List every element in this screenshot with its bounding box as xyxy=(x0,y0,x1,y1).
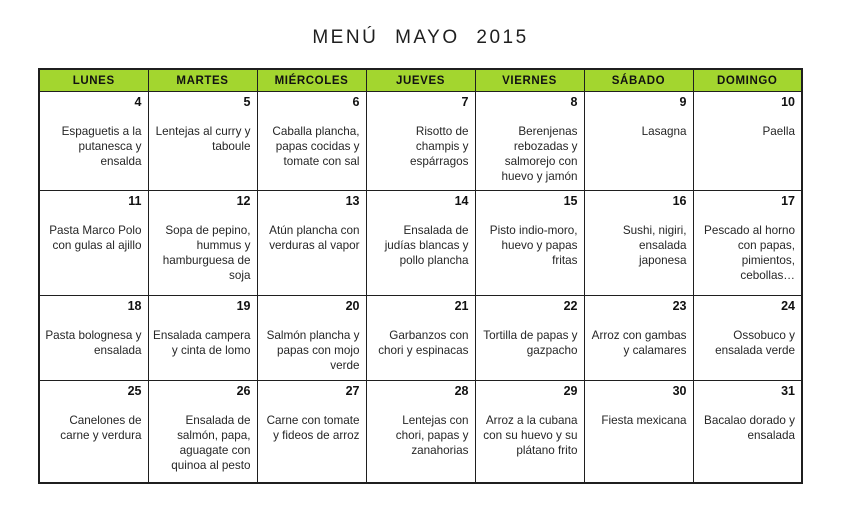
calendar-week-row xyxy=(39,296,802,381)
meal-text: Ensalada campera y cinta de lomo xyxy=(153,329,251,357)
calendar-cell-day7 xyxy=(366,92,475,191)
date-number: 22 xyxy=(563,299,578,313)
date-number: 24 xyxy=(781,299,795,313)
calendar-cell-day11 xyxy=(39,191,148,296)
calendar-cell-day9 xyxy=(584,92,693,191)
day-header-sabado: SÁBADO xyxy=(584,69,693,92)
date-number: 28 xyxy=(454,384,469,398)
meal-text: Garbanzos con chori y espinacas xyxy=(378,329,469,357)
meal-text: Lentejas con chori, papas y zanahorias xyxy=(395,414,469,457)
calendar-week-row xyxy=(39,92,802,191)
meal-text: Ensalada de judías blancas y pollo plancha xyxy=(384,224,469,267)
date-number: 29 xyxy=(563,384,578,398)
calendar-cell-day15 xyxy=(475,191,584,296)
menu-calendar-table xyxy=(38,68,803,484)
calendar-cell-day25 xyxy=(39,381,148,483)
calendar-cell-day8 xyxy=(475,92,584,191)
meal-text: Bacalao dorado y ensalada xyxy=(704,414,795,442)
date-number: 10 xyxy=(781,95,795,109)
meal-text: Pescado al horno con papas, pimientos, cebollas… xyxy=(704,224,795,282)
date-number: 11 xyxy=(128,194,142,208)
meal-text: Tortilla de papas y gazpacho xyxy=(483,329,578,357)
date-number: 31 xyxy=(781,384,795,398)
date-number: 16 xyxy=(672,194,687,208)
calendar-week-row xyxy=(39,191,802,296)
date-number: 17 xyxy=(781,194,795,208)
date-number: 20 xyxy=(345,299,360,313)
calendar-cell-day29 xyxy=(475,381,584,483)
date-number: 30 xyxy=(672,384,687,398)
date-number: 25 xyxy=(127,384,142,398)
date-number: 8 xyxy=(570,95,578,109)
meal-text: Pasta bolognesa y ensalada xyxy=(45,329,142,357)
calendar-cell-day23 xyxy=(584,296,693,381)
day-header-viernes: VIERNES xyxy=(475,69,584,92)
calendar-cell-day21 xyxy=(366,296,475,381)
day-header-martes: MARTES xyxy=(148,69,257,92)
calendar-cell-day14 xyxy=(366,191,475,296)
meal-text: Salmón plancha y papas con mojo verde xyxy=(266,329,360,372)
date-number: 13 xyxy=(345,194,360,208)
meal-text: Ensalada de salmón, papa, aguagate con quinoa al pesto xyxy=(171,414,251,472)
calendar-cell-day5 xyxy=(148,92,257,191)
meal-text: Paella xyxy=(762,125,795,138)
calendar-cell-day4 xyxy=(39,92,148,191)
date-number: 9 xyxy=(679,95,687,109)
date-number: 18 xyxy=(127,299,142,313)
calendar-cell-day26 xyxy=(148,381,257,483)
calendar-cell-day30 xyxy=(584,381,693,483)
meal-text: Ossobuco y ensalada verde xyxy=(715,329,795,357)
meal-text: Carne con tomate y fideos de arroz xyxy=(266,414,360,442)
calendar-cell-day10 xyxy=(693,92,802,191)
day-header-miercoles: MIÉRCOLES xyxy=(257,69,366,92)
day-header-lunes: LUNES xyxy=(39,69,148,92)
meal-text: Atún plancha con verduras al vapor xyxy=(269,224,360,252)
page-title: MENÚ MAYO 2015 xyxy=(312,27,529,48)
meal-text: Lentejas al curry y taboule xyxy=(155,125,251,153)
day-header-jueves: JUEVES xyxy=(366,69,475,92)
date-number: 23 xyxy=(672,299,687,313)
date-number: 27 xyxy=(345,384,360,398)
calendar-cell-day13 xyxy=(257,191,366,296)
calendar-cell-day6 xyxy=(257,92,366,191)
date-number: 14 xyxy=(454,194,469,208)
calendar-cell-day19 xyxy=(148,296,257,381)
meal-text: Arroz a la cubana con su huevo y su plátano frito xyxy=(483,414,578,457)
meal-text: Canelones de carne y verdura xyxy=(60,414,142,442)
calendar-cell-day16 xyxy=(584,191,693,296)
date-number: 21 xyxy=(454,299,469,313)
calendar-cell-day12 xyxy=(148,191,257,296)
calendar-cell-day18 xyxy=(39,296,148,381)
calendar-cell-day17 xyxy=(693,191,802,296)
date-number: 15 xyxy=(563,194,578,208)
meal-text: Espaguetis a la putanesca y ensalda xyxy=(61,125,142,168)
date-number: 7 xyxy=(461,95,469,109)
meal-text: Arroz con gambas y calamares xyxy=(591,329,687,357)
calendar-cell-day20 xyxy=(257,296,366,381)
meal-text: Lasagna xyxy=(641,125,687,138)
meal-text: Risotto de champis y espárragos xyxy=(410,125,469,168)
date-number: 6 xyxy=(352,95,360,109)
meal-text: Pasta Marco Polo con gulas al ajillo xyxy=(49,224,142,252)
date-number: 5 xyxy=(243,95,251,109)
day-header-domingo: DOMINGO xyxy=(693,69,802,92)
calendar-week-row xyxy=(39,381,802,483)
date-number: 26 xyxy=(236,384,251,398)
meal-text: Pisto indio-moro, huevo y papas fritas xyxy=(489,224,578,267)
meal-text: Sopa de pepino, hummus y hamburguesa de soja xyxy=(162,224,251,282)
meal-text: Berenjenas rebozadas y salmorejo con huevo y jamón xyxy=(501,125,578,183)
calendar-cell-day27 xyxy=(257,381,366,483)
meal-text: Sushi, nigiri, ensalada japonesa xyxy=(622,224,687,267)
calendar-header-row xyxy=(39,69,802,92)
calendar-cell-day22 xyxy=(475,296,584,381)
calendar-cell-day28 xyxy=(366,381,475,483)
meal-text: Fiesta mexicana xyxy=(601,414,687,427)
calendar-cell-day24 xyxy=(693,296,802,381)
date-number: 19 xyxy=(236,299,251,313)
date-number: 4 xyxy=(134,95,142,109)
meal-text: Caballa plancha, papas cocidas y tomate con sal xyxy=(272,125,360,168)
date-number: 12 xyxy=(236,194,251,208)
calendar-cell-day31 xyxy=(693,381,802,483)
